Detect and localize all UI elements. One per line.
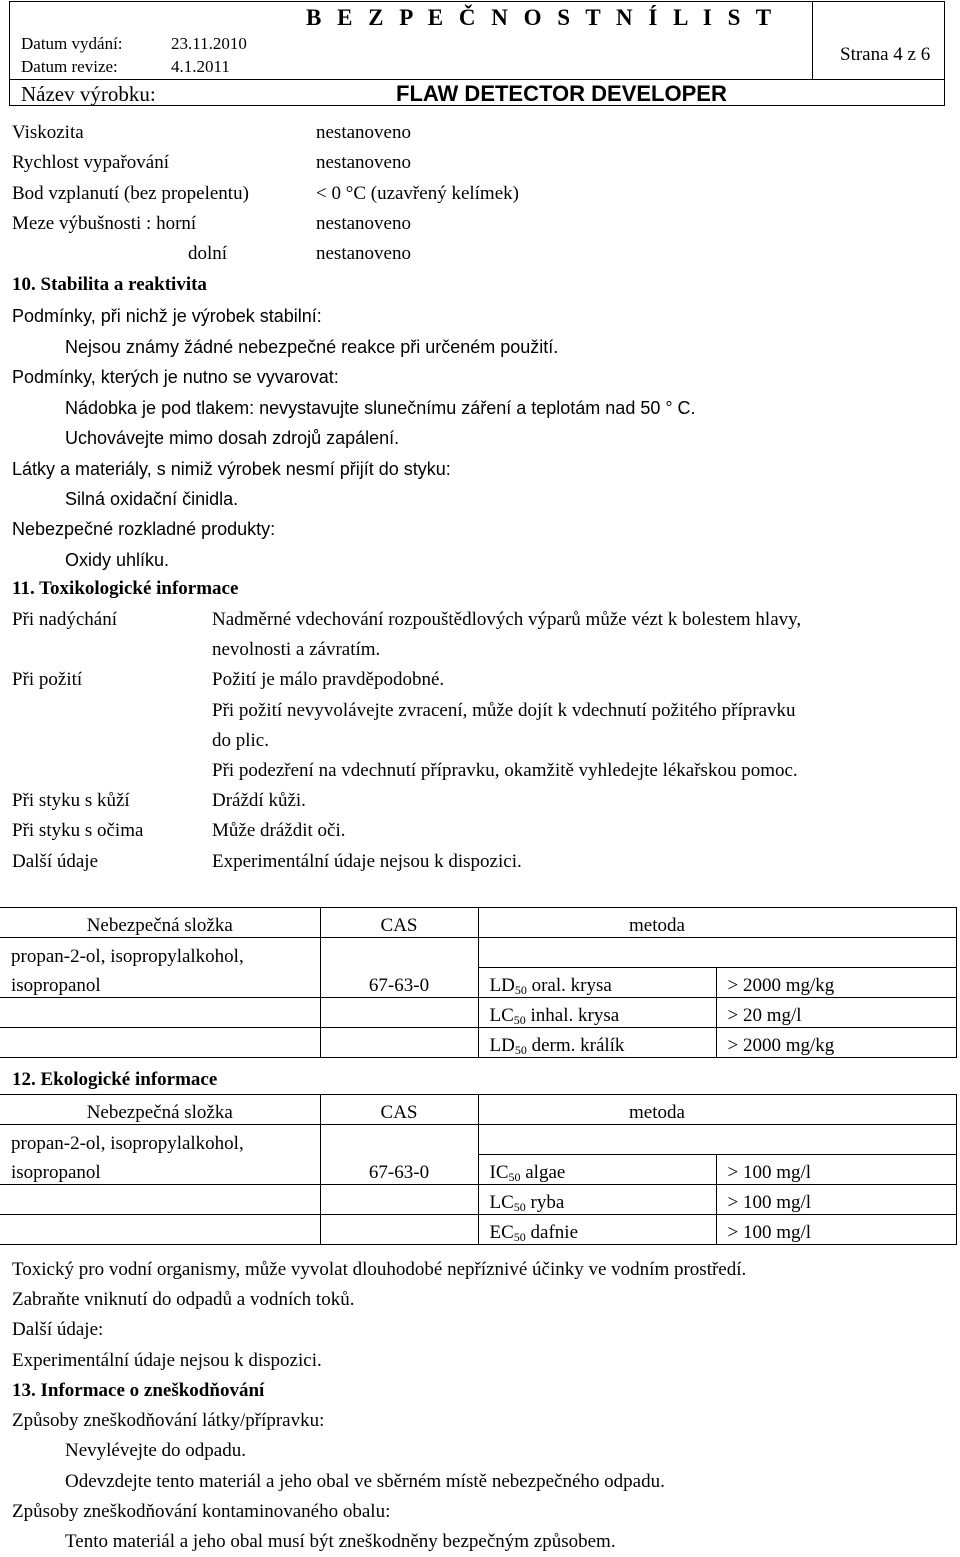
tox-text: Nadměrné vdechování rozpouštědlových výparů může vézt k bolestem hlavy, bbox=[212, 609, 802, 630]
header-divider-vertical bbox=[812, 2, 813, 79]
disposal-text: Způsoby zneškodňování látky/přípravku: bbox=[12, 1410, 325, 1431]
table-row bbox=[0, 1028, 956, 1058]
property-label: Bod vzplanutí (bez propelentu) bbox=[12, 183, 249, 204]
method-cell bbox=[478, 1155, 716, 1185]
ecotoxicity-table bbox=[0, 1094, 957, 1245]
method-abbr: LD bbox=[489, 975, 515, 996]
cas-number: 67-63-0 bbox=[320, 968, 478, 998]
tox-label: Další údaje bbox=[12, 851, 99, 872]
stability-text: Oxidy uhlíku. bbox=[65, 550, 170, 570]
header-divider bbox=[10, 79, 944, 80]
empty-cell bbox=[320, 1185, 478, 1215]
section-10-heading: 10. Stabilita a reaktivita bbox=[12, 274, 207, 295]
component-name: isopropanol bbox=[0, 968, 320, 998]
table-row bbox=[0, 1215, 956, 1245]
page-number: Strana 4 z 6 bbox=[840, 44, 931, 65]
method-abbr: LC bbox=[489, 1005, 514, 1026]
eco-text: Další údaje: bbox=[12, 1319, 104, 1340]
cas-number: 67-63-0 bbox=[320, 1155, 478, 1185]
property-label: Viskozita bbox=[12, 122, 84, 143]
product-name: FLAW DETECTOR DEVELOPER bbox=[396, 81, 727, 106]
property-value: nestanoveno bbox=[316, 213, 411, 234]
table-row bbox=[0, 968, 956, 998]
stability-text: Podmínky, při nichž je výrobek stabilní: bbox=[12, 306, 322, 326]
header-component: Nebezpečná složka bbox=[0, 908, 320, 938]
method-sub: 50 bbox=[513, 1200, 526, 1214]
table-row bbox=[0, 938, 956, 968]
method-sub: 50 bbox=[514, 983, 527, 997]
component-name: propan-2-ol, isopropylalkohol, bbox=[0, 1125, 320, 1155]
issue-date-value: 23.11.2010 bbox=[171, 34, 247, 53]
empty-cell bbox=[0, 1215, 320, 1245]
result-value: > 100 mg/l bbox=[716, 1155, 956, 1185]
property-label: Meze výbušnosti : horní bbox=[12, 213, 197, 234]
stability-text: Uchovávejte mimo dosah zdrojů zapálení. bbox=[65, 428, 400, 448]
document-title: B E Z P E Č N O S T N Í L I S T bbox=[306, 5, 777, 30]
disposal-text: Tento materiál a jeho obal musí být zneškodněny bezpečným způsobem. bbox=[65, 1531, 616, 1552]
tox-text: do plic. bbox=[212, 730, 269, 751]
property-value: nestanoveno bbox=[316, 243, 411, 264]
eco-text: Experimentální údaje nejsou k dispozici. bbox=[12, 1350, 322, 1371]
method-sub: 50 bbox=[508, 1170, 521, 1184]
table-header-row bbox=[0, 1095, 956, 1125]
empty-cell bbox=[320, 1215, 478, 1245]
stability-text: Podmínky, kterých je nutno se vyvarovat: bbox=[12, 367, 339, 387]
tox-text: Při podezření na vdechnutí přípravku, okamžitě vyhledejte lékařskou pomoc. bbox=[212, 760, 798, 781]
issue-date-label: Datum vydání: bbox=[21, 34, 123, 53]
table-row bbox=[0, 1155, 956, 1185]
disposal-text: Nevylévejte do odpadu. bbox=[65, 1440, 246, 1461]
section-12-heading: 12. Ekologické informace bbox=[12, 1069, 218, 1090]
method-desc: oral. krysa bbox=[526, 975, 612, 996]
method-cell bbox=[478, 998, 716, 1028]
header-method: metoda bbox=[478, 908, 956, 938]
stability-text: Látky a materiály, s nimiž výrobek nesmí přijít do styku: bbox=[12, 459, 451, 479]
disposal-text: Odevzdejte tento materiál a jeho obal ve sběrném místě nebezpečného odpadu. bbox=[65, 1471, 665, 1492]
method-desc: algae bbox=[520, 1162, 566, 1183]
property-value: < 0 °C (uzavřený kelímek) bbox=[316, 183, 519, 204]
stability-text: Nejsou známy žádné nebezpečné reakce při určeném použití. bbox=[65, 337, 559, 357]
empty-cell bbox=[320, 938, 478, 968]
disposal-text: Způsoby zneškodňování kontaminovaného obalu: bbox=[12, 1501, 391, 1522]
empty-cell bbox=[0, 1028, 320, 1058]
stability-text: Silná oxidační činidla. bbox=[65, 489, 239, 509]
method-desc: ryba bbox=[525, 1192, 565, 1213]
method-abbr: IC bbox=[489, 1162, 509, 1183]
result-value: > 100 mg/l bbox=[716, 1215, 956, 1245]
tox-label: Při požití bbox=[12, 669, 83, 690]
tox-text: Požití je málo pravděpodobné. bbox=[212, 669, 445, 690]
property-label: dolní bbox=[188, 243, 228, 264]
document-header bbox=[9, 1, 945, 106]
component-name: isopropanol bbox=[0, 1155, 320, 1185]
method-desc: derm. králík bbox=[526, 1035, 625, 1056]
product-label: Název výrobku: bbox=[21, 82, 156, 106]
method-cell bbox=[478, 1185, 716, 1215]
tox-text: Experimentální údaje nejsou k dispozici. bbox=[212, 851, 522, 872]
result-value: > 2000 mg/kg bbox=[716, 968, 956, 998]
revision-date-line bbox=[21, 57, 230, 77]
header-component: Nebezpečná složka bbox=[0, 1095, 320, 1125]
method-cell bbox=[478, 968, 716, 998]
revision-date-value: 4.1.2011 bbox=[171, 57, 230, 76]
table-header-row bbox=[0, 908, 956, 938]
property-label: Rychlost vypařování bbox=[12, 152, 170, 173]
property-value: nestanoveno bbox=[316, 122, 411, 143]
method-desc: dafnie bbox=[525, 1222, 579, 1243]
empty-cell bbox=[0, 1185, 320, 1215]
method-abbr: EC bbox=[489, 1222, 514, 1243]
result-value: > 2000 mg/kg bbox=[716, 1028, 956, 1058]
tox-text: nevolnosti a závratím. bbox=[212, 639, 381, 660]
method-cell bbox=[478, 1215, 716, 1245]
property-value: nestanoveno bbox=[316, 152, 411, 173]
section-13-heading: 13. Informace o zneškodňování bbox=[12, 1380, 265, 1401]
tox-label: Při nadýchání bbox=[12, 609, 118, 630]
method-sub: 50 bbox=[513, 1013, 526, 1027]
method-sub: 50 bbox=[513, 1230, 526, 1244]
section-11-heading: 11. Toxikologické informace bbox=[12, 578, 239, 599]
table-row bbox=[0, 998, 956, 1028]
table-row bbox=[0, 1185, 956, 1215]
empty-cell bbox=[478, 1125, 956, 1155]
tox-label: Při styku s očima bbox=[12, 820, 144, 841]
method-desc: inhal. krysa bbox=[525, 1005, 620, 1026]
empty-cell bbox=[320, 1125, 478, 1155]
result-value: > 20 mg/l bbox=[716, 998, 956, 1028]
eco-text: Zabraňte vniknutí do odpadů a vodních toků. bbox=[12, 1289, 355, 1310]
eco-text: Toxický pro vodní organismy, může vyvolat dlouhodobé nepříznivé účinky ve vodním prostředí. bbox=[12, 1259, 747, 1280]
toxicity-table bbox=[0, 907, 957, 1058]
method-abbr: LC bbox=[489, 1192, 514, 1213]
empty-cell bbox=[320, 998, 478, 1028]
component-name: propan-2-ol, isopropylalkohol, bbox=[0, 938, 320, 968]
revision-date-label: Datum revize: bbox=[21, 57, 118, 76]
method-sub: 50 bbox=[514, 1043, 527, 1057]
issue-date-line bbox=[21, 34, 247, 54]
table-row bbox=[0, 1125, 956, 1155]
tox-label: Při styku s kůží bbox=[12, 790, 130, 811]
header-cas: CAS bbox=[320, 1095, 478, 1125]
tox-text: Dráždí kůži. bbox=[212, 790, 306, 811]
header-method: metoda bbox=[478, 1095, 956, 1125]
header-cas: CAS bbox=[320, 908, 478, 938]
empty-cell bbox=[478, 938, 956, 968]
tox-text: Při požití nevyvolávejte zvracení, může dojít k vdechnutí požitého přípravku bbox=[212, 700, 796, 721]
empty-cell bbox=[320, 1028, 478, 1058]
method-abbr: LD bbox=[489, 1035, 515, 1056]
result-value: > 100 mg/l bbox=[716, 1185, 956, 1215]
method-cell bbox=[478, 1028, 716, 1058]
tox-text: Může dráždit oči. bbox=[212, 820, 346, 841]
empty-cell bbox=[0, 998, 320, 1028]
stability-text: Nebezpečné rozkladné produkty: bbox=[12, 519, 276, 539]
stability-text: Nádobka je pod tlakem: nevystavujte slunečnímu záření a teplotám nad 50 ° C. bbox=[65, 398, 696, 418]
